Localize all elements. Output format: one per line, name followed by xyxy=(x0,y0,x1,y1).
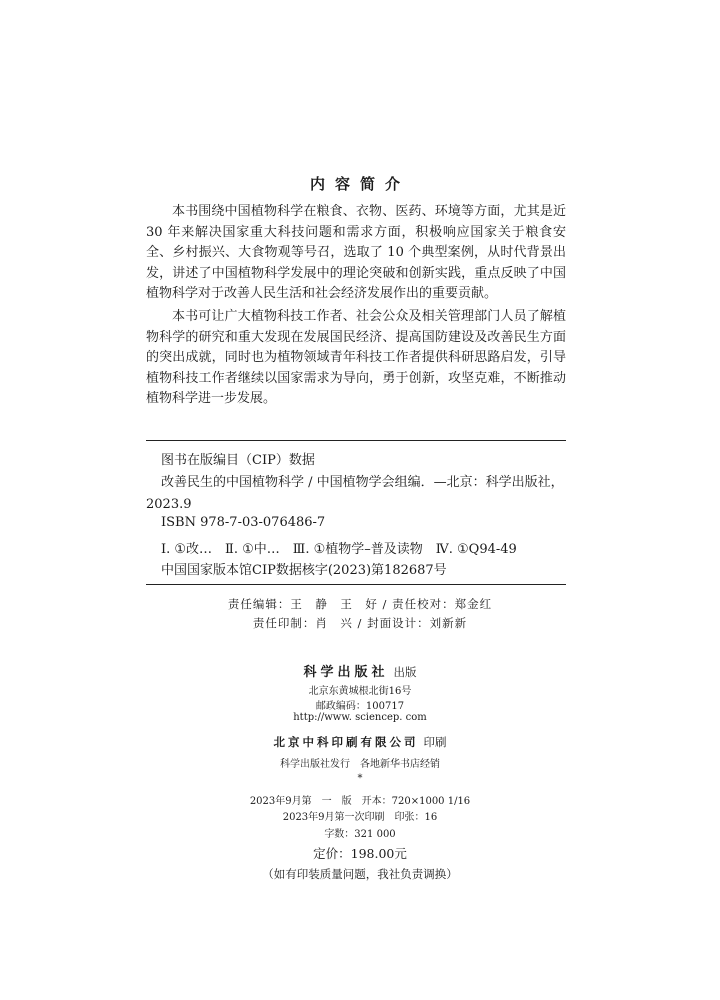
distribution-line: 科学出版社发行 各地新华书店经销 xyxy=(280,759,440,770)
printing-line: 2023年9月第一次印刷 印张：16 xyxy=(282,812,438,823)
cip-isbn: ISBN 978-7-03-076486-7 xyxy=(161,515,326,530)
cip-classification: Ⅰ. ①改… Ⅱ. ①中… Ⅲ. ①植物学–普及读物 Ⅳ. ①Q94-49 xyxy=(161,542,517,557)
printer-logo: 北京中科印刷有限公司 xyxy=(273,735,419,749)
printer-line xyxy=(0,731,720,750)
publisher-url: http://www. sciencep. com xyxy=(293,712,427,723)
edition-line: 2023年9月第 一 版 开本：720×1000 1/16 xyxy=(249,796,471,807)
publisher-postcode: 邮政编码：100717 xyxy=(315,701,405,712)
printer-suffix: 印刷 xyxy=(423,735,447,749)
cip-library-number: 中国国家版本馆CIP数据核字(2023)第182687号 xyxy=(161,563,447,578)
summary-paragraph-2 xyxy=(146,307,566,410)
publisher-logo: 科学出版社 xyxy=(303,665,389,680)
publisher-suffix: 出版 xyxy=(393,665,417,679)
separator-asterisk: * xyxy=(357,773,363,784)
summary-paragraph-1 xyxy=(146,202,566,305)
quality-note: （如有印装质量问题，我社负责调换） xyxy=(262,867,458,881)
summary-title: 内容简介 xyxy=(309,175,410,193)
wordcount-line: 字数：321 000 xyxy=(324,829,396,840)
production-credits: 责任印制：肖 兴 / 封面设计：刘新新 xyxy=(252,616,468,630)
summary-paragraph-1-text: 本书围绕中国植物科学在粮食、衣物、医药、环境等方面，尤其是近 30 年来解决国家重大科技问题和需求方面，积极响应国家关于粮食安全、乡村振兴、大食物观等号召，选取了 10 个典型案例，从时代背景出发，讲述了中国植物科学发展中的理论突破和创新实践，重点反映了中国植物科学对于改善人民生活和社会经济发展作出的重要贡献。 xyxy=(146,204,566,301)
cip-record-text: 改善民生的中国植物科学 / 中国植物学会组编．—北京：科学出版社，2023.9 xyxy=(146,475,564,512)
editor-credits: 责任编辑：王 静 王 好 / 责任校对：郑金红 xyxy=(227,597,493,611)
cip-record xyxy=(146,472,566,516)
price-line: 定价：198.00元 xyxy=(313,846,407,861)
cip-heading: 图书在版编目（CIP）数据 xyxy=(161,453,315,468)
publisher-line xyxy=(0,661,720,680)
summary-paragraph-2-text: 本书可让广大植物科技工作者、社会公众及相关管理部门人员了解植物科学的研究和重大发现在发展国民经济、提高国防建设及改善民生方面的突出成就，同时也为植物领域青年科技工作者提供科研思路启发，引导植物科技工作者继续以国家需求为导向，勇于创新，攻坚克难，不断推动植物科学进一步发展。 xyxy=(146,309,566,406)
cip-bottom-rule xyxy=(146,584,566,585)
cip-top-rule xyxy=(146,440,566,441)
publisher-address: 北京东黄城根北街16号 xyxy=(308,686,412,697)
